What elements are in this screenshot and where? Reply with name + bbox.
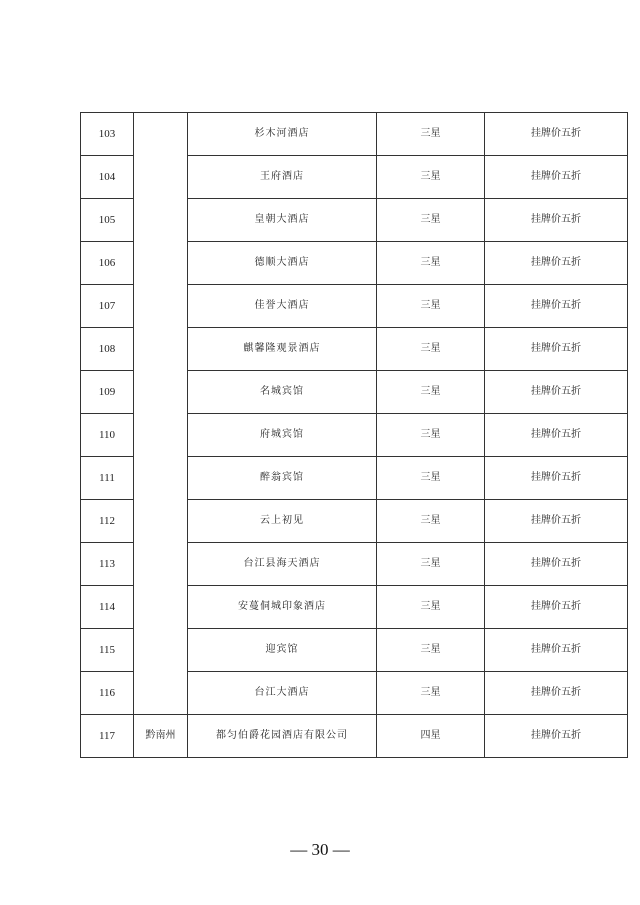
row-number: 111 bbox=[81, 457, 134, 500]
discount-price: 挂牌价五折 bbox=[485, 414, 628, 457]
discount-price: 挂牌价五折 bbox=[485, 371, 628, 414]
star-rating: 三星 bbox=[377, 629, 485, 672]
table-row bbox=[81, 328, 628, 371]
star-rating: 三星 bbox=[377, 156, 485, 199]
hotel-name: 醉翁宾馆 bbox=[188, 457, 377, 500]
region-cell bbox=[134, 371, 188, 414]
row-number: 114 bbox=[81, 586, 134, 629]
table-row bbox=[81, 715, 628, 758]
discount-price: 挂牌价五折 bbox=[485, 629, 628, 672]
discount-price: 挂牌价五折 bbox=[485, 242, 628, 285]
star-rating: 三星 bbox=[377, 500, 485, 543]
region-cell bbox=[134, 500, 188, 543]
row-number: 110 bbox=[81, 414, 134, 457]
region-cell bbox=[134, 199, 188, 242]
hotel-name: 台江县海天酒店 bbox=[188, 543, 377, 586]
table-row bbox=[81, 285, 628, 328]
region-cell bbox=[134, 672, 188, 715]
discount-price: 挂牌价五折 bbox=[485, 586, 628, 629]
table-row bbox=[81, 414, 628, 457]
table-row bbox=[81, 586, 628, 629]
row-number: 107 bbox=[81, 285, 134, 328]
table-row bbox=[81, 500, 628, 543]
table-row bbox=[81, 672, 628, 715]
discount-price: 挂牌价五折 bbox=[485, 156, 628, 199]
region-cell bbox=[134, 414, 188, 457]
region-cell: 黔南州 bbox=[134, 715, 188, 758]
row-number: 117 bbox=[81, 715, 134, 758]
row-number: 109 bbox=[81, 371, 134, 414]
star-rating: 三星 bbox=[377, 457, 485, 500]
region-cell bbox=[134, 285, 188, 328]
star-rating: 三星 bbox=[377, 672, 485, 715]
star-rating: 三星 bbox=[377, 328, 485, 371]
star-rating: 三星 bbox=[377, 242, 485, 285]
discount-price: 挂牌价五折 bbox=[485, 285, 628, 328]
row-number: 104 bbox=[81, 156, 134, 199]
table-row bbox=[81, 457, 628, 500]
region-cell bbox=[134, 156, 188, 199]
hotel-discount-table bbox=[80, 112, 628, 758]
star-rating: 三星 bbox=[377, 371, 485, 414]
row-number: 103 bbox=[81, 113, 134, 156]
hotel-name: 府城宾馆 bbox=[188, 414, 377, 457]
star-rating: 四星 bbox=[377, 715, 485, 758]
discount-price: 挂牌价五折 bbox=[485, 199, 628, 242]
discount-price: 挂牌价五折 bbox=[485, 500, 628, 543]
region-cell bbox=[134, 242, 188, 285]
discount-price: 挂牌价五折 bbox=[485, 113, 628, 156]
hotel-name: 杉木河酒店 bbox=[188, 113, 377, 156]
region-cell bbox=[134, 113, 188, 156]
region-cell bbox=[134, 629, 188, 672]
region-cell bbox=[134, 543, 188, 586]
row-number: 116 bbox=[81, 672, 134, 715]
table-row bbox=[81, 242, 628, 285]
row-number: 108 bbox=[81, 328, 134, 371]
hotel-name: 德顺大酒店 bbox=[188, 242, 377, 285]
table-row bbox=[81, 371, 628, 414]
row-number: 115 bbox=[81, 629, 134, 672]
row-number: 106 bbox=[81, 242, 134, 285]
star-rating: 三星 bbox=[377, 199, 485, 242]
discount-price: 挂牌价五折 bbox=[485, 715, 628, 758]
star-rating: 三星 bbox=[377, 285, 485, 328]
hotel-name: 名城宾馆 bbox=[188, 371, 377, 414]
discount-price: 挂牌价五折 bbox=[485, 672, 628, 715]
region-cell bbox=[134, 328, 188, 371]
row-number: 105 bbox=[81, 199, 134, 242]
table-row bbox=[81, 629, 628, 672]
hotel-name: 安蔓侗城印象酒店 bbox=[188, 586, 377, 629]
region-cell bbox=[134, 457, 188, 500]
hotel-name: 都匀伯爵花园酒店有限公司 bbox=[188, 715, 377, 758]
star-rating: 三星 bbox=[377, 414, 485, 457]
hotel-name: 迎宾馆 bbox=[188, 629, 377, 672]
hotel-name: 皇朝大酒店 bbox=[188, 199, 377, 242]
table-row bbox=[81, 113, 628, 156]
table-row bbox=[81, 156, 628, 199]
hotel-name: 台江大酒店 bbox=[188, 672, 377, 715]
table-row bbox=[81, 199, 628, 242]
discount-price: 挂牌价五折 bbox=[485, 328, 628, 371]
page-number: — 30 — bbox=[290, 840, 350, 859]
discount-price: 挂牌价五折 bbox=[485, 457, 628, 500]
hotel-name: 王府酒店 bbox=[188, 156, 377, 199]
discount-price: 挂牌价五折 bbox=[485, 543, 628, 586]
hotel-name: 麒馨隆观景酒店 bbox=[188, 328, 377, 371]
region-cell bbox=[134, 586, 188, 629]
hotel-name: 佳誉大酒店 bbox=[188, 285, 377, 328]
row-number: 112 bbox=[81, 500, 134, 543]
star-rating: 三星 bbox=[377, 543, 485, 586]
star-rating: 三星 bbox=[377, 586, 485, 629]
row-number: 113 bbox=[81, 543, 134, 586]
table-row bbox=[81, 543, 628, 586]
hotel-name: 云上初见 bbox=[188, 500, 377, 543]
star-rating: 三星 bbox=[377, 113, 485, 156]
